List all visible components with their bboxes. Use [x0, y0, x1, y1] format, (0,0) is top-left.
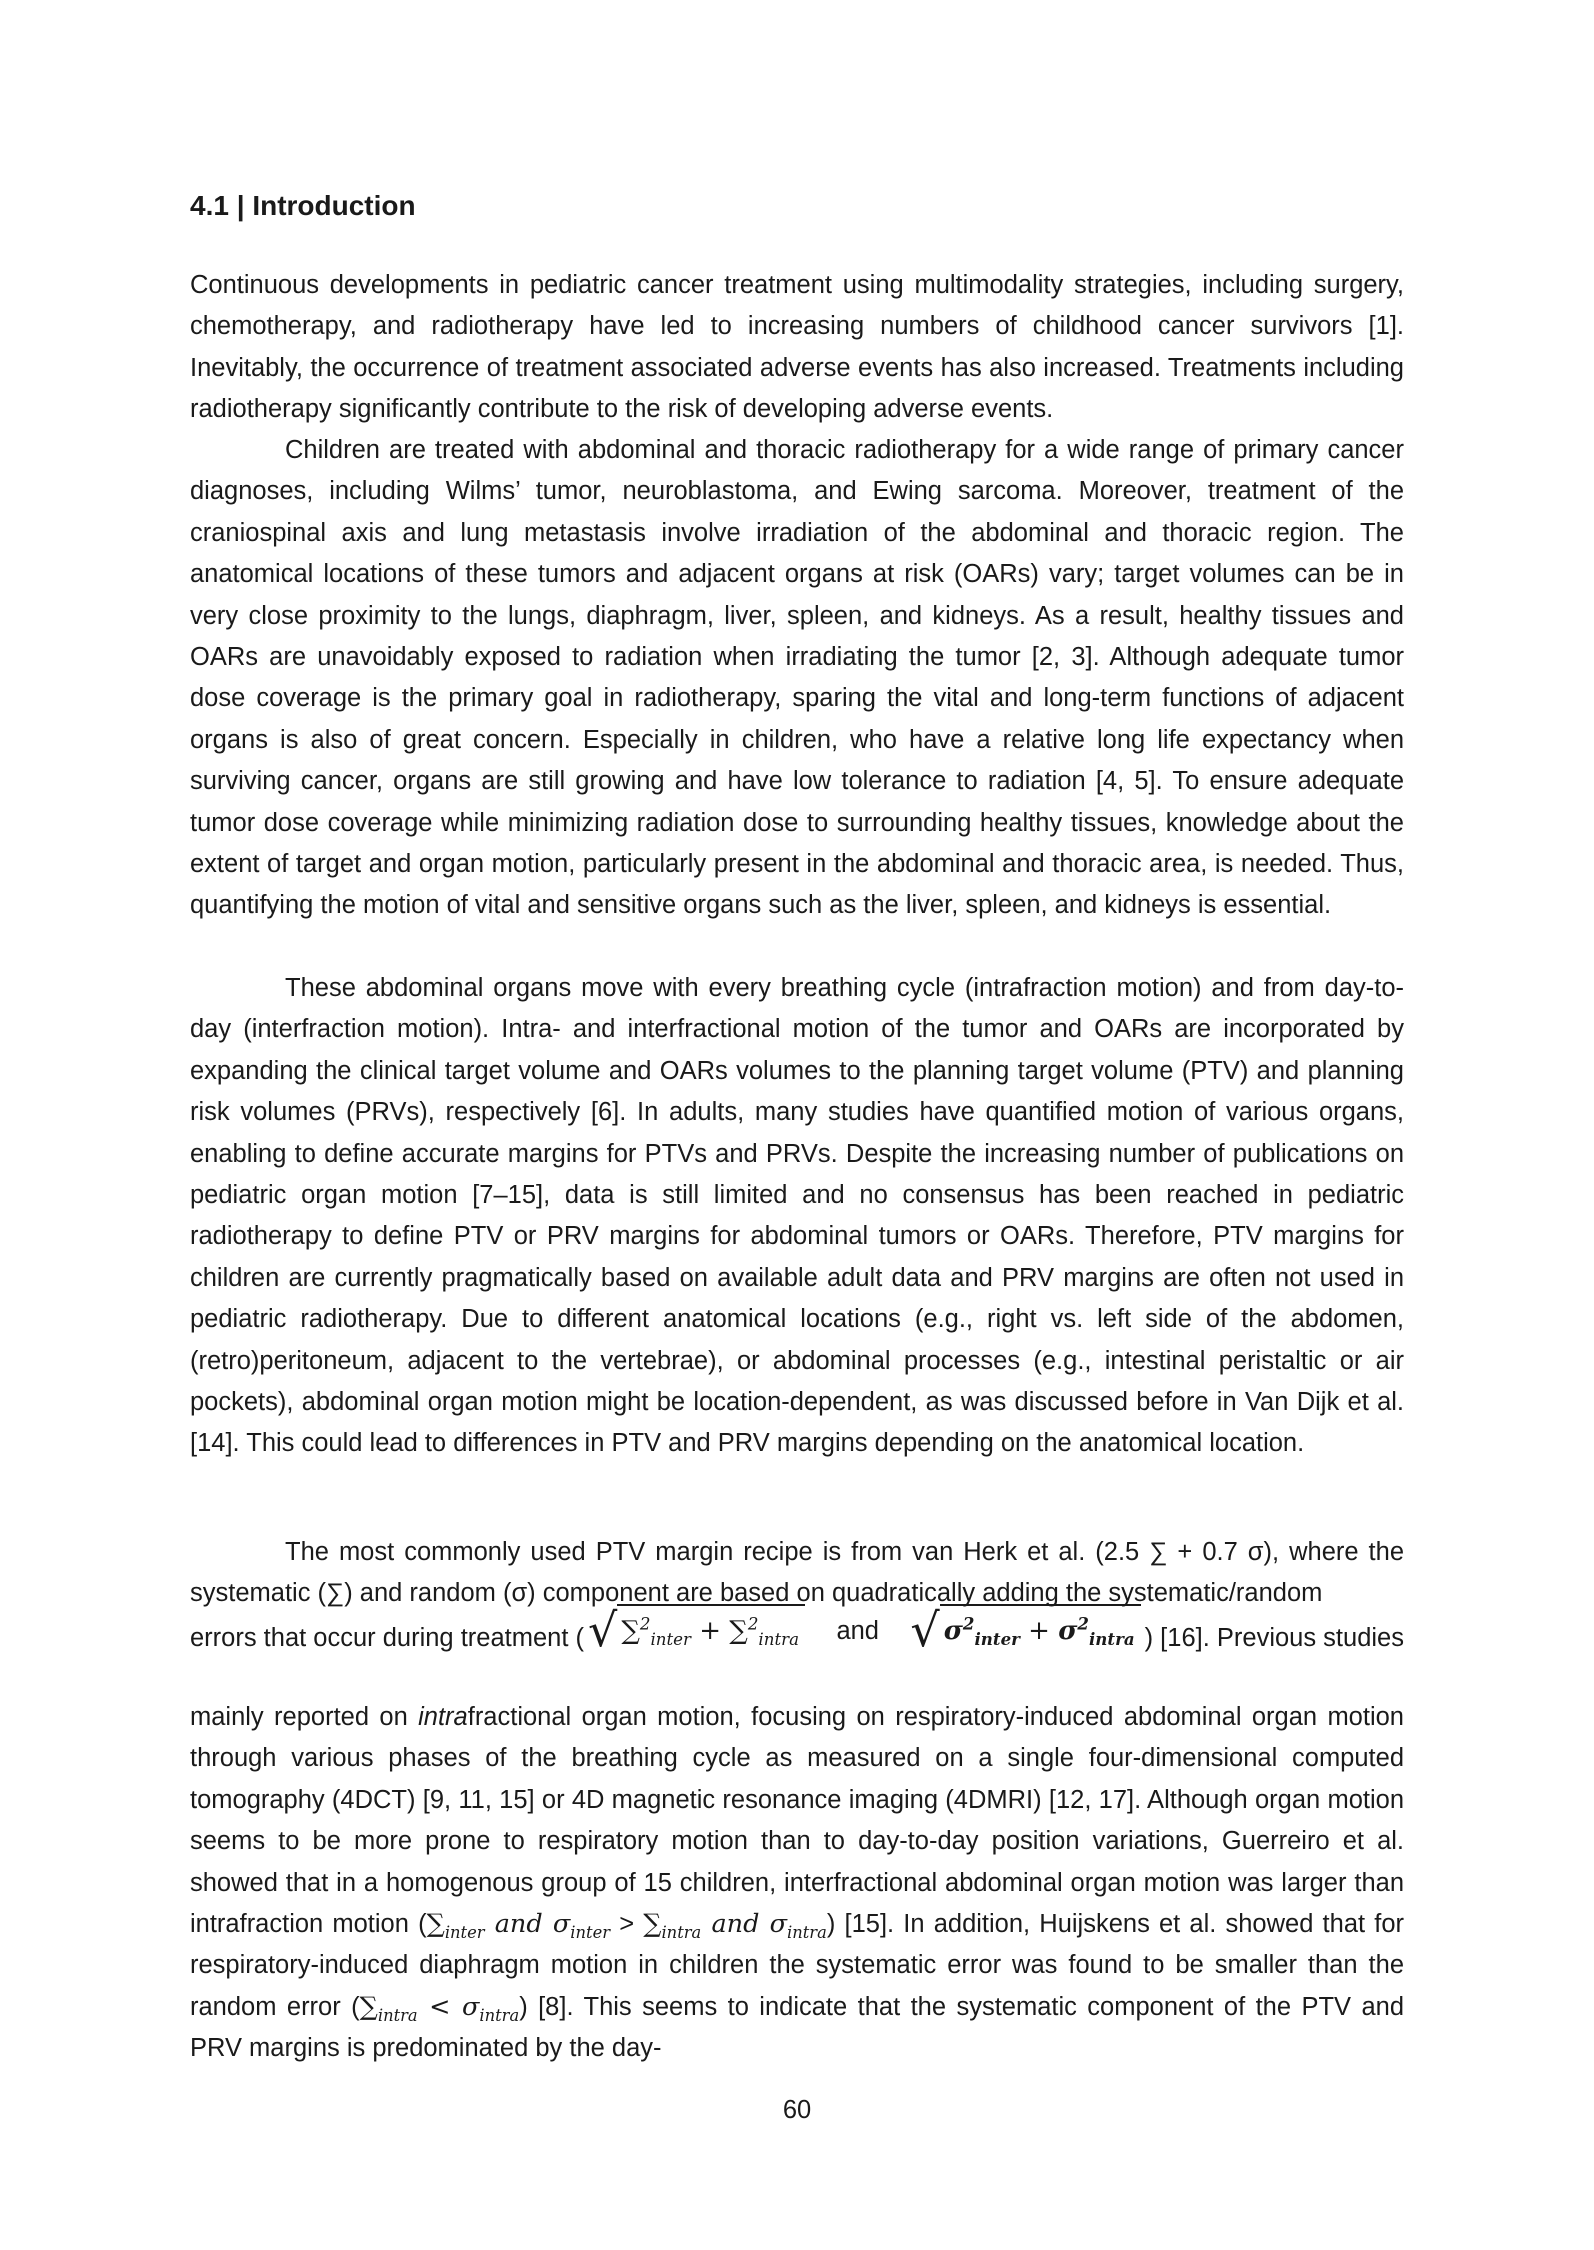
- equation-line: [190, 1600, 1404, 1664]
- radical-sign: √: [588, 1603, 618, 1658]
- sqrt-systematic-formula: √ ∑$^2_{inter}$ + ∑$^2_{intra}$: [588, 1604, 805, 1656]
- page-number: 60: [782, 2096, 812, 2124]
- inline-formula-inter: $\sum_{inter}$ and $\sigma_{inter}$: [426, 1909, 611, 1943]
- inline-formula-comparison: $\sum_{intra} < \sigma_{intra}$: [359, 1991, 520, 2025]
- paragraph-1: Continuous developments in pediatric cancer treatment using multimodality strategies, including surgery, chemotherapy, and radiotherapy have led to increasing numbers of childhood cancer survivors [1]. Inevitably, the occurrence of treatment associated adverse events has also increased. Treatments including radiotherapy significantly contribute to the risk of developing adverse events.: [190, 271, 1404, 424]
- equation-and-text: and: [836, 1617, 879, 1646]
- paragraph-4-continued: mainly reported on intrafractional organ motion, focusing on respiratory-induced abdominal organ motion through various phases of the breathing cycle as measured on a single four-dimensional computed tomography (4DCT) [9, 11, 15] or 4D magnetic resonance imaging (4DMRI) [12, 17]. Although organ motion seems to be more prone to respiratory motion than to day-to-day position variations, Guerreiro et al. showed that in a homogenous group of 15 children, interfractional abdominal organ motion was larger than intrafraction motion ($\sum_{inter}$ and $\sigma_{inter} > \sum_{intra}$ and $\sigma_{intra}$) [15]. In addition, Huijskens et al. showed that for respiratory-induced diaphragm motion in children the systematic error was found to be smaller than the random error $(\sum_{intra} < \sigma_{intra})$ [8]. This seems to indicate that the systematic component of the PTV and PRV margins is predominated by the day-: [190, 1703, 1405, 2063]
- section-heading: 4.1 | Introduction: [190, 190, 416, 221]
- radical-sign: √: [910, 1603, 940, 1658]
- equation-suffix-text: √ $\sigma^2_{inter} + \sigma^2_{intra}$ ) [16]. Previous studies: [910, 1603, 1404, 1658]
- equation-prefix-text: errors that occur during treatment ( √ ∑$^2_{inter}$ + ∑$^2_{intra}$: [190, 1604, 809, 1659]
- sqrt-random-formula: √ $\sigma^2_{inter} + \sigma^2_{intra}$: [910, 1604, 1140, 1656]
- paragraph-3: These abdominal organs move with every breathing cycle (intrafraction motion) and from day-to-day (interfraction motion). Intra- and interfractional motion of the tumor and OARs are incorporated by expanding the clinical target volume and OARs volumes to the planning target volume (PTV) and planning risk volumes (PRVs), respectively [6]. In adults, many studies have quantified motion of various organs, enabling to define accurate margins for PTVs and PRVs. Despite the increasing number of publications on pediatric organ motion [7–15], data is still limited and no consensus has been reached in pediatric radiotherapy to define PTV or PRV margins for abdominal tumors or OARs. Therefore, PTV margins for children are currently pragmatically based on available adult data and PRV margins are often not used in pediatric radiotherapy. Due to different anatomical locations (e.g., right vs. left side of the abdomen, (retro)peritoneum, adjacent to the vertebrae), or abdominal processes (e.g., intestinal peristaltic or air pockets), abdominal organ motion might be location-dependent, as was discussed before in Van Dijk et al. [14]. This could lead to differences in PTV and PRV margins depending on the anatomical location.: [190, 974, 1404, 1458]
- inline-formula-intra: $\sum_{intra}$ and $\sigma_{intra}$: [643, 1909, 827, 1943]
- paragraph-2: Children are treated with abdominal and thoracic radiotherapy for a wide range of primary cancer diagnoses, including Wilms’ tumor, neuroblastoma, and Ewing sarcoma. Moreover, treatment of the craniospinal axis and lung metastasis involve irradiation of the abdominal and thoracic region. The anatomical locations of these tumors and adjacent organs at risk (OARs) vary; target volumes can be in very close proximity to the lungs, diaphragm, liver, spleen, and kidneys. As a result, healthy tissues and OARs are unavoidably exposed to radiation when irradiating the tumor [2, 3]. Although adequate tumor dose coverage is the primary goal in radiotherapy, sparing the vital and long-term functions of adjacent organs is also of great concern. Especially in children, who have a relative long life expectancy when surviving cancer, organs are still growing and have low tolerance to radiation [4, 5]. To ensure adequate tumor dose coverage while minimizing radiation dose to surrounding healthy tissues, knowledge about the extent of target and organ motion, particularly present in the abdominal and thoracic area, is needed. Thus, quantifying the motion of vital and sensitive organs such as the liver, spleen, and kidneys is essential.: [190, 436, 1404, 920]
- paragraph-4-start: The most commonly used PTV margin recipe is from van Herk et al. (2.5 ∑ + 0.7 σ), where the systematic (∑) and random (σ) component are based on quadratically adding the systematic/random: [190, 1538, 1404, 1608]
